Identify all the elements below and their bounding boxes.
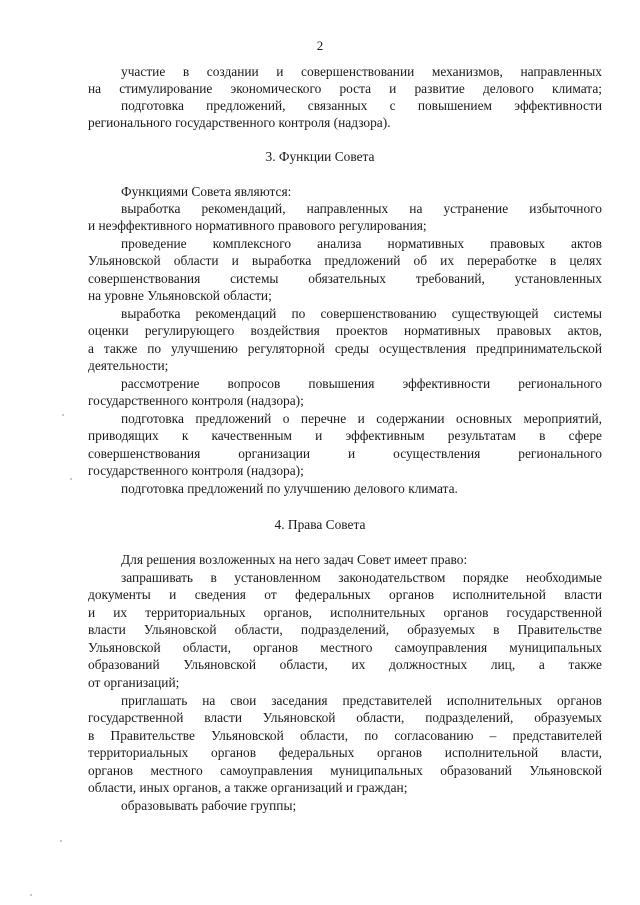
scan-speck	[70, 478, 72, 480]
text-line: и неэффективного нормативного правового регулирования;	[88, 218, 427, 233]
text-line: приводящих к качественным и эффективным результатам в сфере	[88, 428, 602, 443]
text-line: Ульяновской области и выработка предложений об их переработке в целях	[88, 253, 602, 268]
text-line: совершенствования системы обязательных требований, установленных	[88, 271, 602, 286]
text-line: документы и сведения от федеральных органов исполнительной власти	[88, 587, 602, 602]
scan-speck	[30, 894, 32, 896]
text-line: деятельности;	[88, 358, 169, 373]
text-line: Функциями Совета являются:	[121, 184, 292, 199]
text-line: образований Ульяновской области, их должностных лиц, а также	[88, 657, 602, 672]
text-line: на стимулирование экономического роста и развитие делового климата;	[88, 81, 602, 96]
text-line: а также по улучшению регуляторной среды осуществления предпринимательской	[88, 341, 602, 356]
text-line: совершенствования организации и осуществления регионального	[88, 446, 602, 461]
text-line: рассмотрение вопросов повышения эффективности регионального	[121, 376, 602, 391]
section-heading: 3. Функции Совета	[265, 149, 375, 164]
text-line: участие в создании и совершенствовании механизмов, направленных	[121, 64, 602, 79]
text-line: выработка рекомендаций, направленных на устранение избыточного	[121, 201, 602, 216]
text-line: приглашать на свои заседания представителей исполнительных органов	[121, 693, 602, 708]
scan-speck	[60, 840, 62, 842]
text-line: Для решения возложенных на него задач Совет имеет право:	[121, 552, 468, 567]
text-line: Ульяновской области, органов местного самоуправления муниципальных	[88, 640, 602, 655]
page-number: 2	[316, 38, 324, 53]
text-line: на уровне Ульяновской области;	[88, 288, 272, 303]
text-line: территориальных органов федеральных органов исполнительной власти,	[88, 745, 602, 760]
text-line: органов местного самоуправления муниципальных образований Ульяновской	[88, 763, 602, 778]
text-line: власти Ульяновской области, подразделений, образуемых в Правительстве	[88, 622, 602, 637]
section-heading: 4. Права Совета	[274, 517, 366, 532]
text-line: регионального государственного контроля (надзора).	[88, 115, 391, 130]
text-line: от организаций;	[88, 675, 180, 690]
text-line: государственной власти Ульяновской области, подразделений, образуемых	[88, 710, 602, 725]
text-line: области, иных органов, а также организаций и граждан;	[88, 780, 408, 795]
text-line: подготовка предложений, связанных с повышением эффективности	[121, 98, 602, 113]
text-line: подготовка предложений по улучшению делового климата.	[121, 481, 458, 496]
scan-speck	[62, 414, 64, 416]
text-line: государственного контроля (надзора);	[88, 393, 304, 408]
text-line: образовывать рабочие группы;	[121, 798, 297, 813]
text-line: подготовка предложений о перечне и содержании основных мероприятий,	[121, 411, 602, 426]
text-line: государственного контроля (надзора);	[88, 463, 304, 478]
text-line: и их территориальных органов, исполнительных органов государственной	[88, 605, 602, 620]
text-line: проведение комплексного анализа нормативных правовых актов	[121, 236, 602, 251]
text-line: оценки регулирующего воздействия проектов нормативных правовых актов,	[88, 323, 602, 338]
text-line: выработка рекомендаций по совершенствованию существующей системы	[121, 306, 602, 321]
text-line: запрашивать в установленном законодательством порядке необходимые	[121, 570, 602, 585]
text-line: в Правительстве Ульяновской области, по согласованию – представителей	[88, 728, 602, 743]
